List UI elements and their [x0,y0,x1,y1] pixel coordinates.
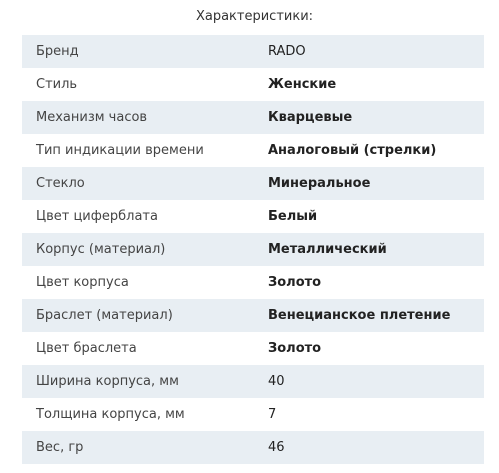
spec-label: Тип индикации времени [36,142,204,158]
spec-row-brand [22,35,484,68]
spec-value: 46 [268,439,285,455]
spec-value: Металлический [268,241,387,257]
spec-row-dial-color [22,200,484,233]
spec-label: Толщина корпуса, мм [36,406,185,422]
spec-row-bracelet-material [22,299,484,332]
spec-label: Ширина корпуса, мм [36,373,179,389]
spec-value: Белый [268,208,318,224]
spec-row-case-material [22,233,484,266]
spec-value: Кварцевые [268,109,353,125]
spec-value: RADO [268,43,306,59]
spec-value: 7 [268,406,277,422]
spec-row-case-color [22,266,484,299]
spec-value: Золото [268,274,322,290]
spec-label: Стекло [36,175,85,191]
spec-value: Венецианское плетение [268,307,451,323]
specs-title: Характеристики: [195,9,314,24]
spec-row-weight [22,431,484,464]
spec-label: Браслет (материал) [36,307,173,323]
spec-row-movement [22,101,484,134]
spec-label: Цвет корпуса [36,274,129,290]
spec-label: Цвет циферблата [36,208,158,224]
spec-row-glass [22,167,484,200]
spec-value: Золото [268,340,322,356]
spec-row-display-type [22,134,484,167]
spec-label: Корпус (материал) [36,241,166,257]
specs-table [22,35,484,464]
spec-value: Минеральное [268,175,371,191]
spec-label: Механизм часов [36,109,148,125]
spec-label: Вес, гр [36,439,84,455]
spec-row-style [22,68,484,101]
spec-row-case-width [22,365,484,398]
spec-value: Аналоговый (стрелки) [268,142,437,158]
spec-row-case-thickness [22,398,484,431]
spec-value: Женские [268,76,337,92]
spec-label: Стиль [36,76,78,92]
spec-row-bracelet-color [22,332,484,365]
spec-label: Бренд [36,43,79,59]
spec-value: 40 [268,373,285,389]
spec-label: Цвет браслета [36,340,137,356]
